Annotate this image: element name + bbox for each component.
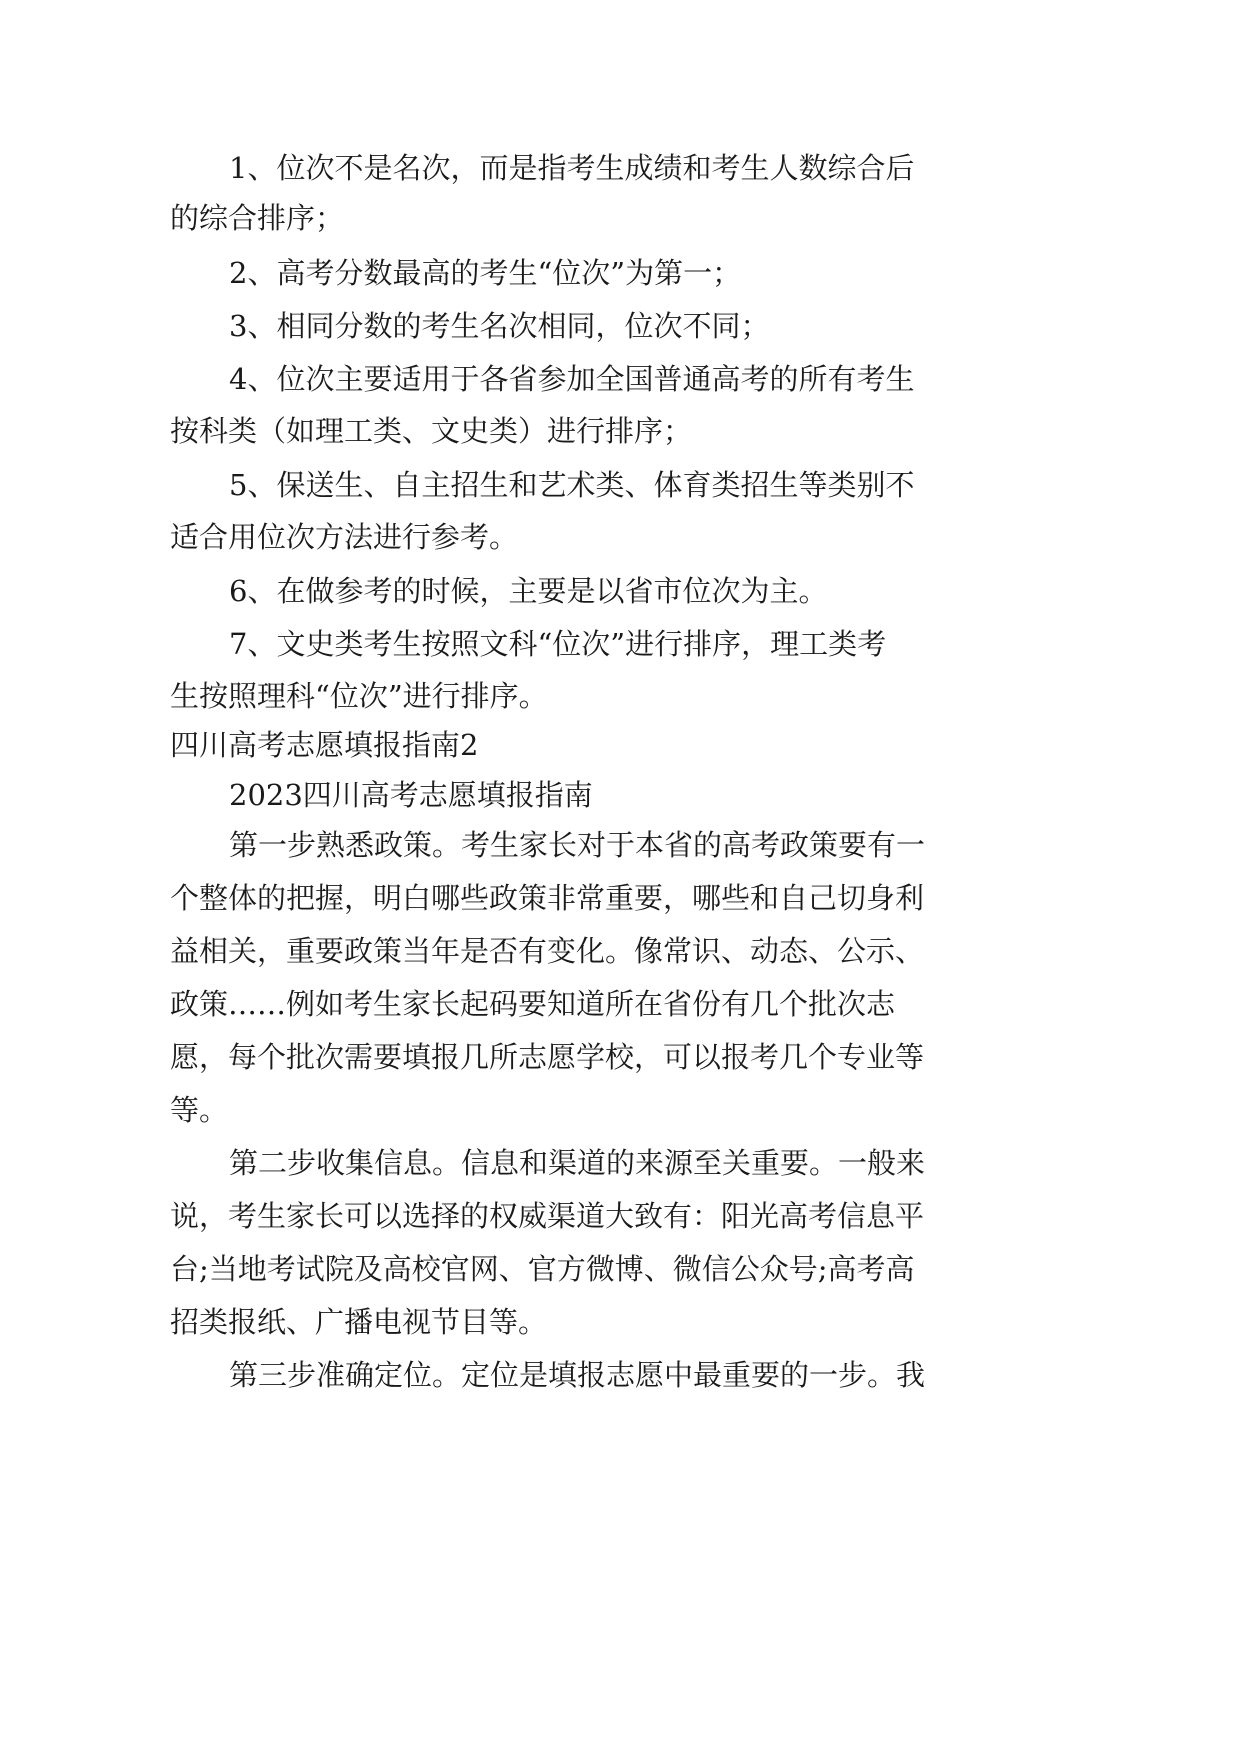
text-line: 第三步准确定位。定位是填报志愿中最重要的一步。我	[229, 1358, 926, 1392]
text-line: 适合用位次方法进行参考。	[170, 520, 519, 554]
text-line: 2、高考分数最高的考生“位次”为第一；	[229, 256, 742, 290]
text-line: 按科类（如理工类、文史类）进行排序；	[170, 414, 693, 448]
text-line: 5、保送生、自主招生和艺术类、体育类招生等类别不	[229, 468, 915, 502]
text-line: 7、文史类考生按照文科“位次”进行排序，理工类考	[229, 627, 887, 661]
text-line: 等。	[170, 1093, 229, 1127]
text-line: 的综合排序；	[170, 201, 345, 235]
text-line: 第二步收集信息。信息和渠道的来源至关重要。一般来	[229, 1146, 926, 1180]
text-line: 1、位次不是名次，而是指考生成绩和考生人数综合后	[229, 151, 915, 185]
text-line: 4、位次主要适用于各省参加全国普通高考的所有考生	[229, 362, 915, 396]
text-line: 政策……例如考生家长起码要知道所在省份有几个批次志	[170, 987, 896, 1021]
text-line: 第一步熟悉政策。考生家长对于本省的高考政策要有一	[229, 828, 926, 862]
section-subtitle: 2023四川高考志愿填报指南	[229, 778, 593, 812]
text-line: 愿，每个批次需要填报几所志愿学校，可以报考几个专业等	[170, 1040, 925, 1074]
text-line: 3、相同分数的考生名次相同，位次不同；	[229, 309, 770, 343]
section-heading: 四川高考志愿填报指南2	[170, 728, 479, 762]
text-line: 生按照理科“位次”进行排序。	[170, 679, 548, 713]
text-line: 个整体的把握，明白哪些政策非常重要，哪些和自己切身利	[170, 881, 925, 915]
text-line: 台;当地考试院及高校官网、官方微博、微信公众号;高考高	[170, 1252, 915, 1286]
text-line: 6、在做参考的时候，主要是以省市位次为主。	[229, 574, 828, 608]
text-line: 招类报纸、广播电视节目等。	[170, 1305, 548, 1339]
text-line: 益相关，重要政策当年是否有变化。像常识、动态、公示、	[170, 934, 925, 968]
text-line: 说，考生家长可以选择的权威渠道大致有：阳光高考信息平	[170, 1199, 925, 1233]
